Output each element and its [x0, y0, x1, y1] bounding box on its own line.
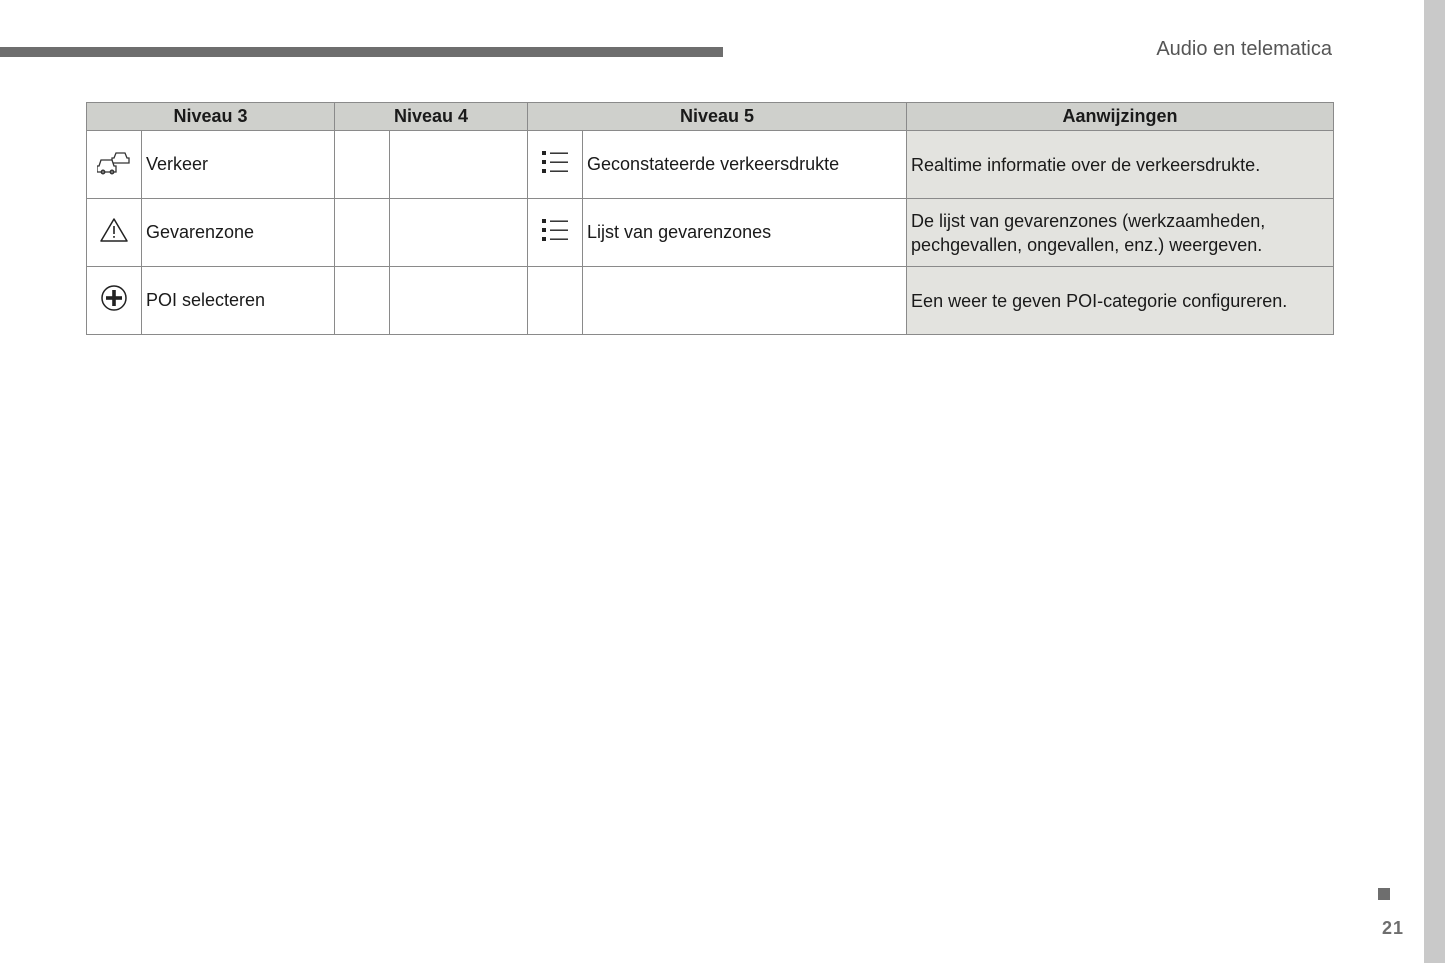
level5-label: [583, 267, 907, 335]
table-row: [87, 267, 1334, 335]
level3-icon-cell: [87, 199, 142, 267]
level5-icon-cell: [528, 131, 583, 199]
notes-cell: Realtime informatie over de verkeersdrukte.: [907, 131, 1334, 199]
level3-label: POI selecteren: [142, 267, 335, 335]
header-rule: [0, 47, 723, 57]
level3-icon-cell: [87, 267, 142, 335]
column-header-level5: Niveau 5: [528, 103, 907, 131]
list-icon: [541, 218, 569, 247]
poi-plus-circle-icon: [100, 284, 128, 317]
level4-icon-cell: [335, 199, 390, 267]
page-marker-square: [1378, 888, 1390, 900]
level5-icon-cell: [528, 199, 583, 267]
level5-label: Geconstateerde verkeersdrukte: [583, 131, 907, 199]
level5-label: Lijst van gevarenzones: [583, 199, 907, 267]
level3-label: Verkeer: [142, 131, 335, 199]
level4-label: [390, 131, 528, 199]
level5-icon-cell: [528, 267, 583, 335]
column-header-level4: Niveau 4: [335, 103, 528, 131]
level4-label: [390, 199, 528, 267]
table-header-row: [87, 103, 1334, 131]
menu-levels-table: [86, 102, 1334, 335]
level4-label: [390, 267, 528, 335]
list-icon: [541, 150, 569, 179]
table-row: [87, 199, 1334, 267]
level3-icon-cell: [87, 131, 142, 199]
page-number: 21: [1382, 918, 1405, 938]
column-header-level3: Niveau 3: [87, 103, 335, 131]
warning-triangle-icon: [99, 217, 129, 248]
section-title: Audio en telematica: [1156, 38, 1332, 60]
column-header-notes: Aanwijzingen: [907, 103, 1334, 131]
notes-cell: De lijst van gevarenzones (werkzaamheden, pechgevallen, ongevallen, enz.) weergeven.: [907, 199, 1334, 267]
table-row: [87, 131, 1334, 199]
level4-icon-cell: [335, 131, 390, 199]
traffic-cars-icon: [97, 149, 131, 180]
level4-icon-cell: [335, 267, 390, 335]
notes-cell: Een weer te geven POI-categorie configureren.: [907, 267, 1334, 335]
page-edge-strip: [1424, 0, 1445, 963]
level3-label: Gevarenzone: [142, 199, 335, 267]
